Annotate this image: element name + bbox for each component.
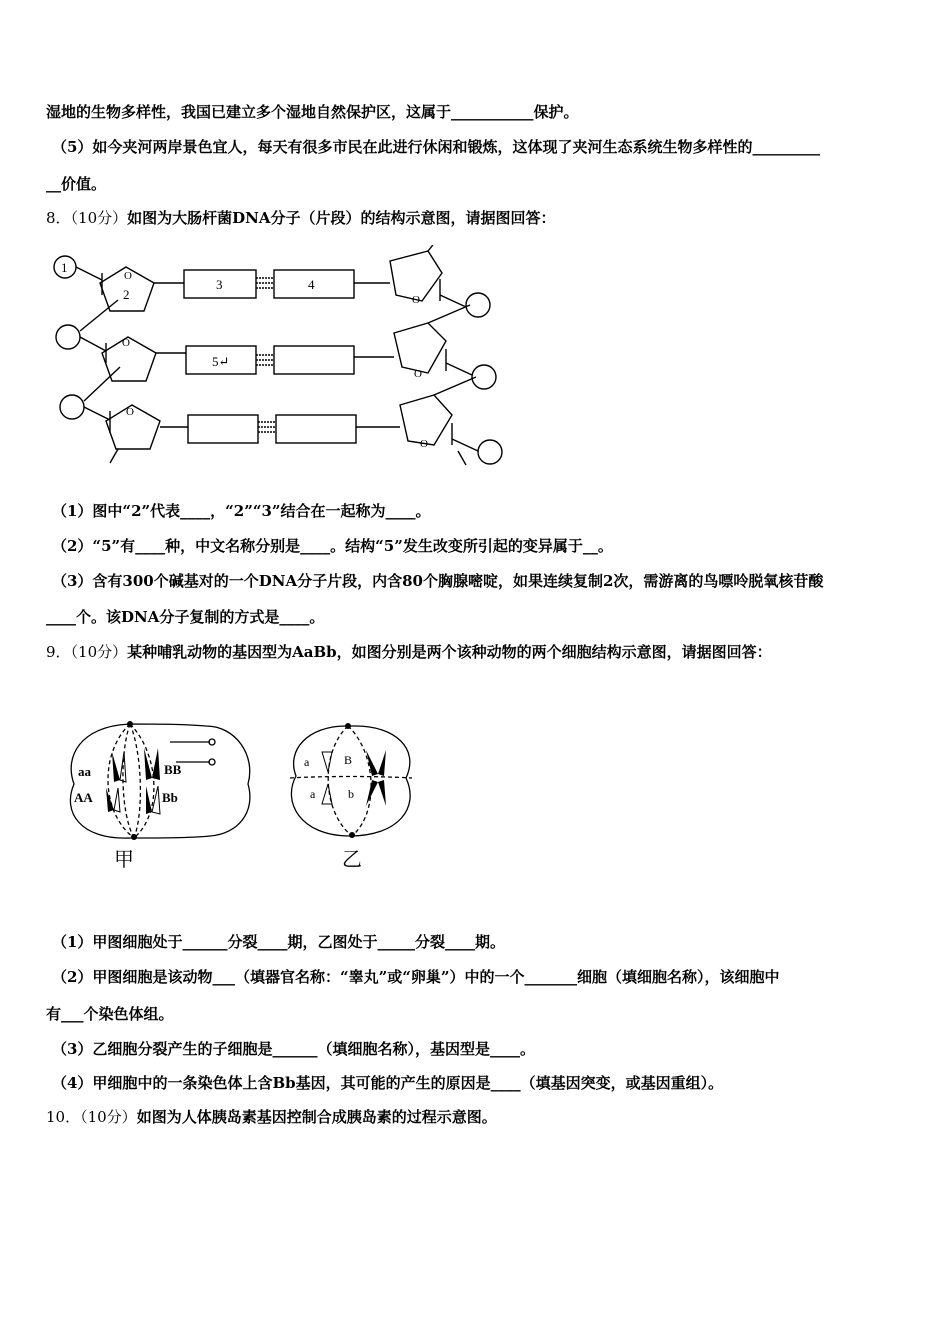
gene-label-b: b	[348, 787, 354, 801]
oxygen-label-r3: O	[420, 438, 428, 450]
question-10-number: 10．（10分）	[46, 1108, 137, 1126]
gene-label-BB: BB	[164, 762, 182, 777]
question-8-title	[46, 208, 556, 228]
phosphate-circle-2	[56, 325, 80, 349]
gene-label-a-upper: a	[304, 755, 310, 769]
label-3: 3	[216, 277, 223, 292]
question-9-2-line2: 有___个染色体组。	[46, 1005, 174, 1023]
gene-label-a-lower: a	[310, 787, 316, 801]
figure-label-jia: 甲	[114, 849, 134, 871]
cell-yi-outline	[291, 726, 410, 836]
base-box-row3-right	[276, 415, 356, 443]
gene-label-B: B	[344, 753, 353, 767]
gene-label-aa: aa	[78, 764, 91, 779]
base-box-row2-right	[274, 346, 354, 374]
question-8-number: 8．（10分）	[46, 209, 128, 227]
question-9-3: （3）乙细胞分裂产生的子细胞是______（填细胞名称），基因型是____。	[52, 1040, 535, 1058]
text-line-wetland: 湿地的生物多样性，我国已建立多个湿地自然保护区，这属于___________保护。	[46, 103, 579, 121]
question-8-3-line1: （3）含有300个碱基对的一个DNA分子片段，内含80个胸腺嘧啶，如果连续复制2次，需游离的鸟嘌呤脱氧核苷酸	[52, 572, 824, 590]
phosphate-circle-3	[60, 395, 84, 419]
label-1: 1	[61, 260, 68, 275]
question-8-3-line2: ____个。该DNA分子复制的方式是____。	[46, 608, 325, 626]
gene-label-AA: AA	[74, 790, 93, 805]
question-9-number: 9．（10分）	[46, 643, 128, 661]
oxygen-label-l1: O	[124, 270, 132, 282]
question-9-4: （4）甲细胞中的一条染色体上含Bb基因，其可能的产生的原因是____（填基因突变，或基因重组）。	[52, 1074, 724, 1092]
question-10-title	[46, 1107, 497, 1127]
question-9-2-line1: （2）甲图细胞是该动物___（填器官名称：“睾丸”或“卵巢”）中的一个_______细胞（填细胞名称），该细胞中	[52, 968, 780, 986]
question-8-text: 如图为大肠杆菌DNA分子（片段）的结构示意图，请据图回答：	[127, 209, 556, 227]
question-9-text: 某种哺乳动物的基因型为AaBb，如图分别是两个该种动物的两个细胞结构示意图，请据图回答：	[127, 643, 772, 661]
oxygen-label-r1: O	[412, 294, 420, 306]
label-5: 5↵	[212, 354, 230, 369]
phosphate-circle-right-3	[478, 440, 502, 464]
question-9-title	[46, 642, 772, 662]
question-9-1: （1）甲图细胞处于______分裂____期，乙图处于_____分裂____期。	[52, 933, 505, 951]
figure-label-yi: 乙	[342, 849, 362, 871]
question-10-text: 如图为人体胰岛素基因控制合成胰岛素的过程示意图。	[136, 1108, 497, 1126]
label-4: 4	[308, 277, 315, 292]
question-8-1: （1）图中“2”代表____，“2”“3”结合在一起称为____。	[52, 502, 431, 520]
question-8-2: （2）“5”有____种，中文名称分别是____。结构“5”发生改变所引起的变异属于__。	[52, 537, 613, 555]
deoxyribose-right-2	[394, 323, 446, 373]
cell-jia-outline	[70, 724, 249, 838]
gene-label-Bb: Bb	[162, 790, 178, 805]
dna-structure-figure	[44, 245, 514, 475]
cell-division-figure	[60, 712, 430, 882]
oxygen-label-l3: O	[126, 406, 134, 418]
question-7-5-line1: （5）如今夹河两岸景色宜人，每天有很多市民在此进行休闲和锻炼，这体现了夹河生态系统生物多样性的_________	[52, 138, 820, 156]
base-box-row3-left	[188, 415, 258, 443]
label-2: 2	[123, 287, 130, 302]
oxygen-label-r2: O	[414, 368, 422, 380]
question-7-5-line2: __价值。	[46, 175, 107, 193]
oxygen-label-l2: O	[122, 337, 130, 349]
